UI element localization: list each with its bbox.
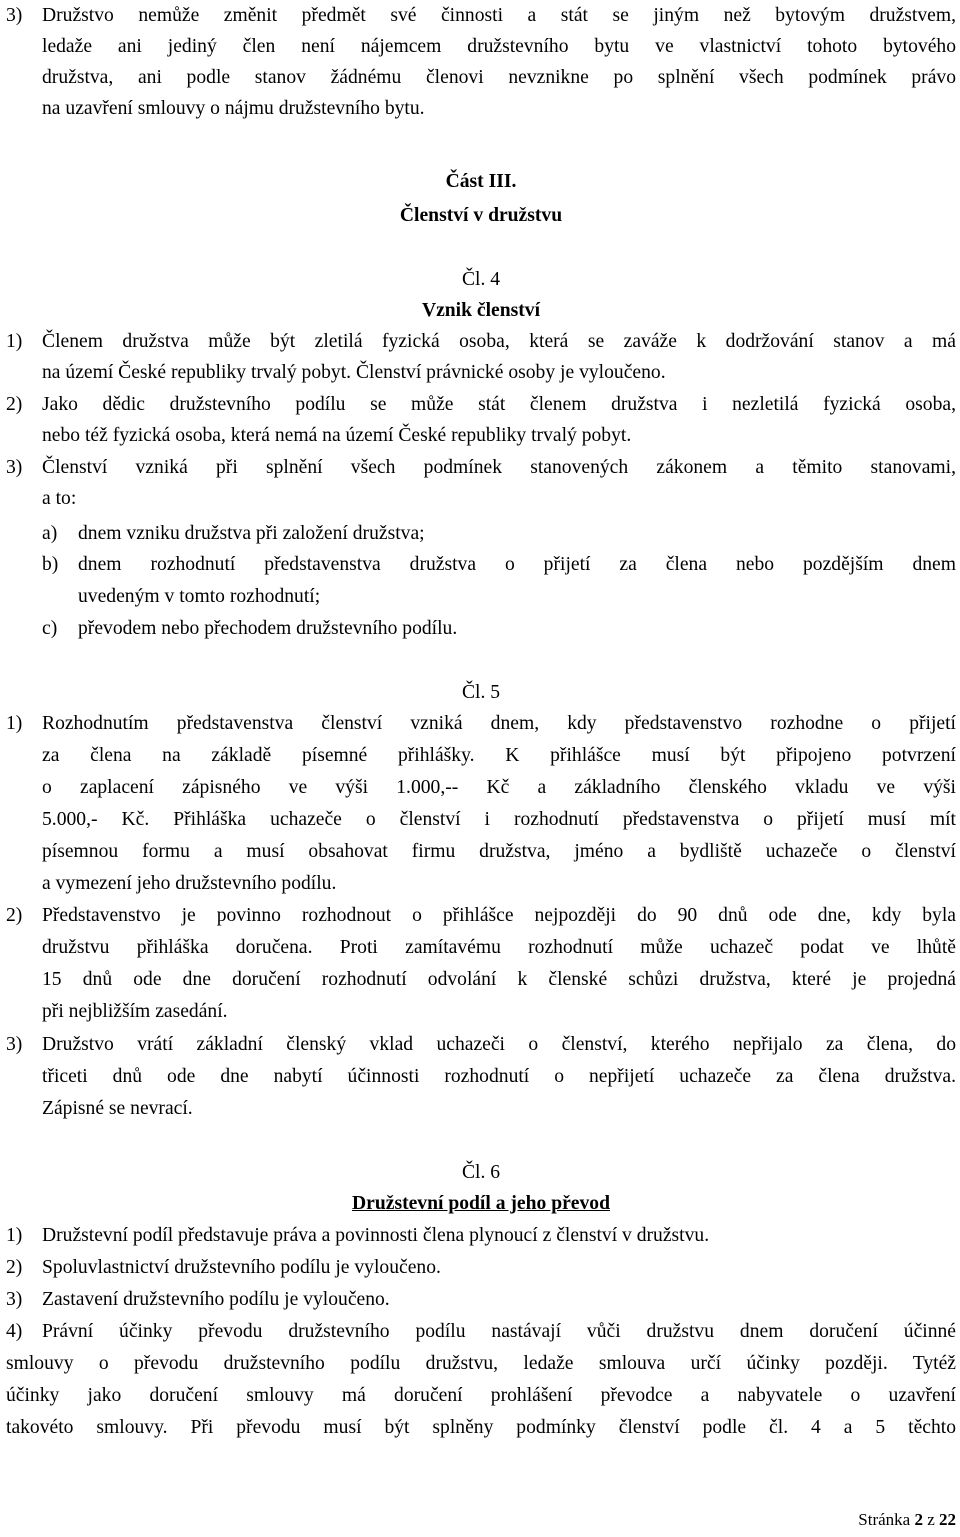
intro-line-4: na uzavření smlouvy o nájmu družstevního bytu. bbox=[42, 98, 425, 119]
art5-p1-line-4: 5.000,- Kč. Přihláška uchazeče o členství i rozhodnutí představenstva o přijetí musí mít bbox=[42, 809, 956, 830]
art4-p3-line-1: 3) Členství vzniká při splnění všech podmínek stanovených zákonem a těmito stanovami, bbox=[6, 457, 956, 478]
intro-line-1: 3) Družstvo nemůže změnit předmět své činnosti a stát se jiným než bytovým družstvem, bbox=[6, 0, 956, 32]
article-4-title: Vznik členství bbox=[421, 300, 541, 321]
part-title: Část III. bbox=[445, 171, 517, 192]
art6-p4-line-4: takovéto smlouvy. Při převodu musí být splněny podmínky členství podle čl. 4 a 5 těchto bbox=[6, 1417, 956, 1438]
art4-p1-line-2: na území České republiky trvalý pobyt. Členství právnické osoby je vyloučeno. bbox=[42, 362, 666, 383]
intro-line-2: ledaže ani jediný člen není nájemcem družstevního bytu ve vlastnictví tohoto bytového bbox=[42, 36, 956, 57]
art4-p1-line-1: 1) Členem družstva může být zletilá fyzická osoba, která se zaváže k dodržování stanov a má bbox=[6, 331, 956, 352]
art5-p3-line-2: třiceti dnů ode dne nabytí účinnosti rozhodnutí o nepřijetí uchazeče za člena družstva. bbox=[42, 1066, 956, 1087]
art5-p1-line-3: o zaplacení zápisného ve výši 1.000,-- Kč a základního členského vkladu ve výši bbox=[42, 777, 956, 798]
art6-p4-line-1: 4) Právní účinky převodu družstevního podílu nastávají vůči družstvu dnem doručení účinné bbox=[6, 1321, 956, 1342]
art4-p2-line-1: 2) Jako dědic družstevního podílu se může stát členem družstva i nezletilá fyzická osoba, bbox=[6, 394, 956, 415]
list-item-c: c) převodem nebo přechodem družstevního podílu. bbox=[42, 618, 458, 639]
article-5-heading: Čl. 5 bbox=[461, 682, 501, 703]
intro-line-3: družstva, ani podle stanov žádnému členovi nevznikne po splnění všech podmínek právo bbox=[42, 67, 956, 88]
intro-number: 3) bbox=[6, 5, 23, 26]
art5-p2-line-3: 15 dnů ode dne doručení rozhodnutí odvolání k členské schůzi družstva, které je projedná bbox=[42, 969, 956, 990]
part-subtitle: Členství v družstvu bbox=[399, 205, 563, 226]
list-item-b-line-1: b) dnem rozhodnutí představenstva družstva o přijetí za člena nebo pozdějším dnem bbox=[42, 554, 956, 575]
art5-p1-line-2: za člena na základě písemné přihlášky. K přihlášce musí být připojeno potvrzení bbox=[42, 745, 956, 766]
page-number: Stránka 2 z 22 bbox=[858, 1510, 956, 1529]
art6-p3: 3) Zastavení družstevního podílu je vyloučeno. bbox=[6, 1289, 390, 1310]
art6-p2: 2) Spoluvlastnictví družstevního podílu je vyloučeno. bbox=[6, 1257, 441, 1278]
art5-p2-line-1: 2) Představenstvo je povinno rozhodnout o přihlášce nejpozději do 90 dnů ode dne, kdy byla bbox=[6, 905, 956, 926]
article-6-title: Družstevní podíl a jeho převod bbox=[352, 1193, 610, 1214]
art6-p4-line-2: smlouvy o převodu družstevního podílu družstvu, ledaže smlouva určí účinky později. Tytéž bbox=[6, 1353, 956, 1374]
art5-p1-line-5: písemnou formu a musí obsahovat firmu družstva, jméno a bydliště uchazeče o členství bbox=[42, 841, 956, 862]
art4-p3-line-2: a to: bbox=[42, 488, 77, 509]
art5-p2-line-4: při nejbližším zasedání. bbox=[42, 1001, 228, 1022]
article-6-heading: Čl. 6 bbox=[461, 1162, 501, 1183]
art6-p1: 1) Družstevní podíl představuje práva a povinnosti člena plynoucí z členství v družstvu. bbox=[6, 1225, 710, 1246]
art6-p4-line-3: účinky jako doručení smlouvy má doručení prohlášení převodce a nabyvatele o uzavření bbox=[6, 1385, 956, 1406]
art5-p3-line-3: Zápisné se nevrací. bbox=[42, 1098, 193, 1119]
article-4-heading: Čl. 4 bbox=[461, 269, 501, 290]
art5-p1-line-1: 1) Rozhodnutím představenstva členství vzniká dnem, kdy představenstvo rozhodne o přijetí bbox=[6, 713, 956, 734]
art5-p1-line-6: a vymezení jeho družstevního podílu. bbox=[42, 873, 337, 894]
art4-p2-line-2: nebo též fyzická osoba, která nemá na území České republiky trvalý pobyt. bbox=[42, 425, 632, 446]
art5-p3-line-1: 3) Družstvo vrátí základní členský vklad uchazeči o členství, kterého nepřijalo za člena, do bbox=[6, 1034, 956, 1055]
art5-p2-line-2: družstvu přihláška doručena. Proti zamítavému rozhodnutí může uchazeč podat ve lhůtě bbox=[42, 937, 956, 958]
list-item-a: a) dnem vzniku družstva při založení družstva; bbox=[42, 523, 425, 544]
list-item-b-line-2: uvedeným v tomto rozhodnutí; bbox=[78, 586, 321, 607]
